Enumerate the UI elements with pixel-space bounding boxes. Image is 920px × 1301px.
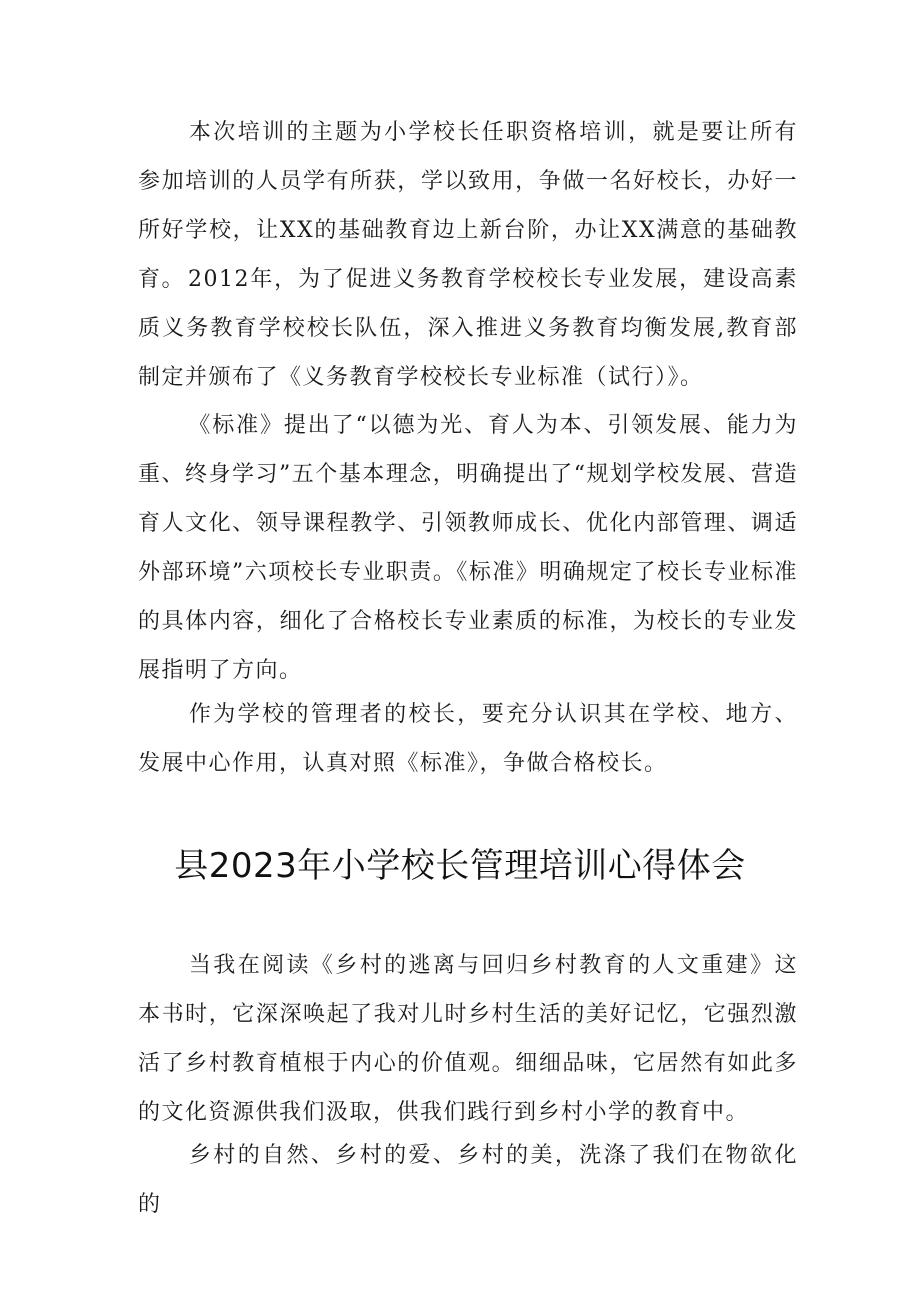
paragraph-text: 本次培训的主题为小学校长任职资格培训，就是要让所有参加培训的人员学有所获，学以致用，争做一名好校长，办好一所好学校，让XX的基础教育边上新台阶，办让XX满意的基础教育。 <box>138 120 798 292</box>
paragraph-text: 2012年，为了促进义务教育学校校长专业发展，建设高素质义务教育学校校长队伍，深入推进义务教育均衡发展,教育部制定并颁布了《义务教育学校校长专业标准（试行）》。 <box>138 267 798 390</box>
document-title: 县2023年小学校长管理培训心得体会 <box>174 846 746 886</box>
paragraph-text: 当我在阅读《乡村的逃离与回归乡村教育的人文重建》这本书时，它深深唤起了我对儿时乡村生活的美好记忆，它强烈激活了乡村教育植根于内心的价值观。细细品味，它居然有如此多的文化资源供我们汲取，供我们践行到乡村小学的教育中。 <box>138 953 798 1125</box>
paragraph-rural-nature <box>138 1131 798 1229</box>
paragraph-text: 乡村的自然、乡村的爱、乡村的美，洗涤了我们在物欲化的 <box>138 1143 798 1217</box>
paragraph-text: 作为学校的管理者的校长，要充分认识其在学校、地方、发展中心作用，认真对照《标准》，争做合格校长。 <box>138 702 798 776</box>
paragraph-text: 《标准》提出了“以德为光、育人为本、引领发展、能力为重、终身学习”五个基本理念，明确提出了“规划学校发展、营造育人文化、领导课程教学、引领教师成长、优化内部管理、调适外部环境”六项校长专业职责。《标准》明确规定了校长专业标准的具体内容，细化了合格校长专业素质的标准，为校长的专业发展指明了方向。 <box>138 413 798 683</box>
paragraph-reading-book <box>138 941 798 1137</box>
paragraph-standard-concepts <box>138 401 798 695</box>
paragraph-2012-standard <box>138 255 798 402</box>
paragraph-principal-role <box>138 690 798 788</box>
